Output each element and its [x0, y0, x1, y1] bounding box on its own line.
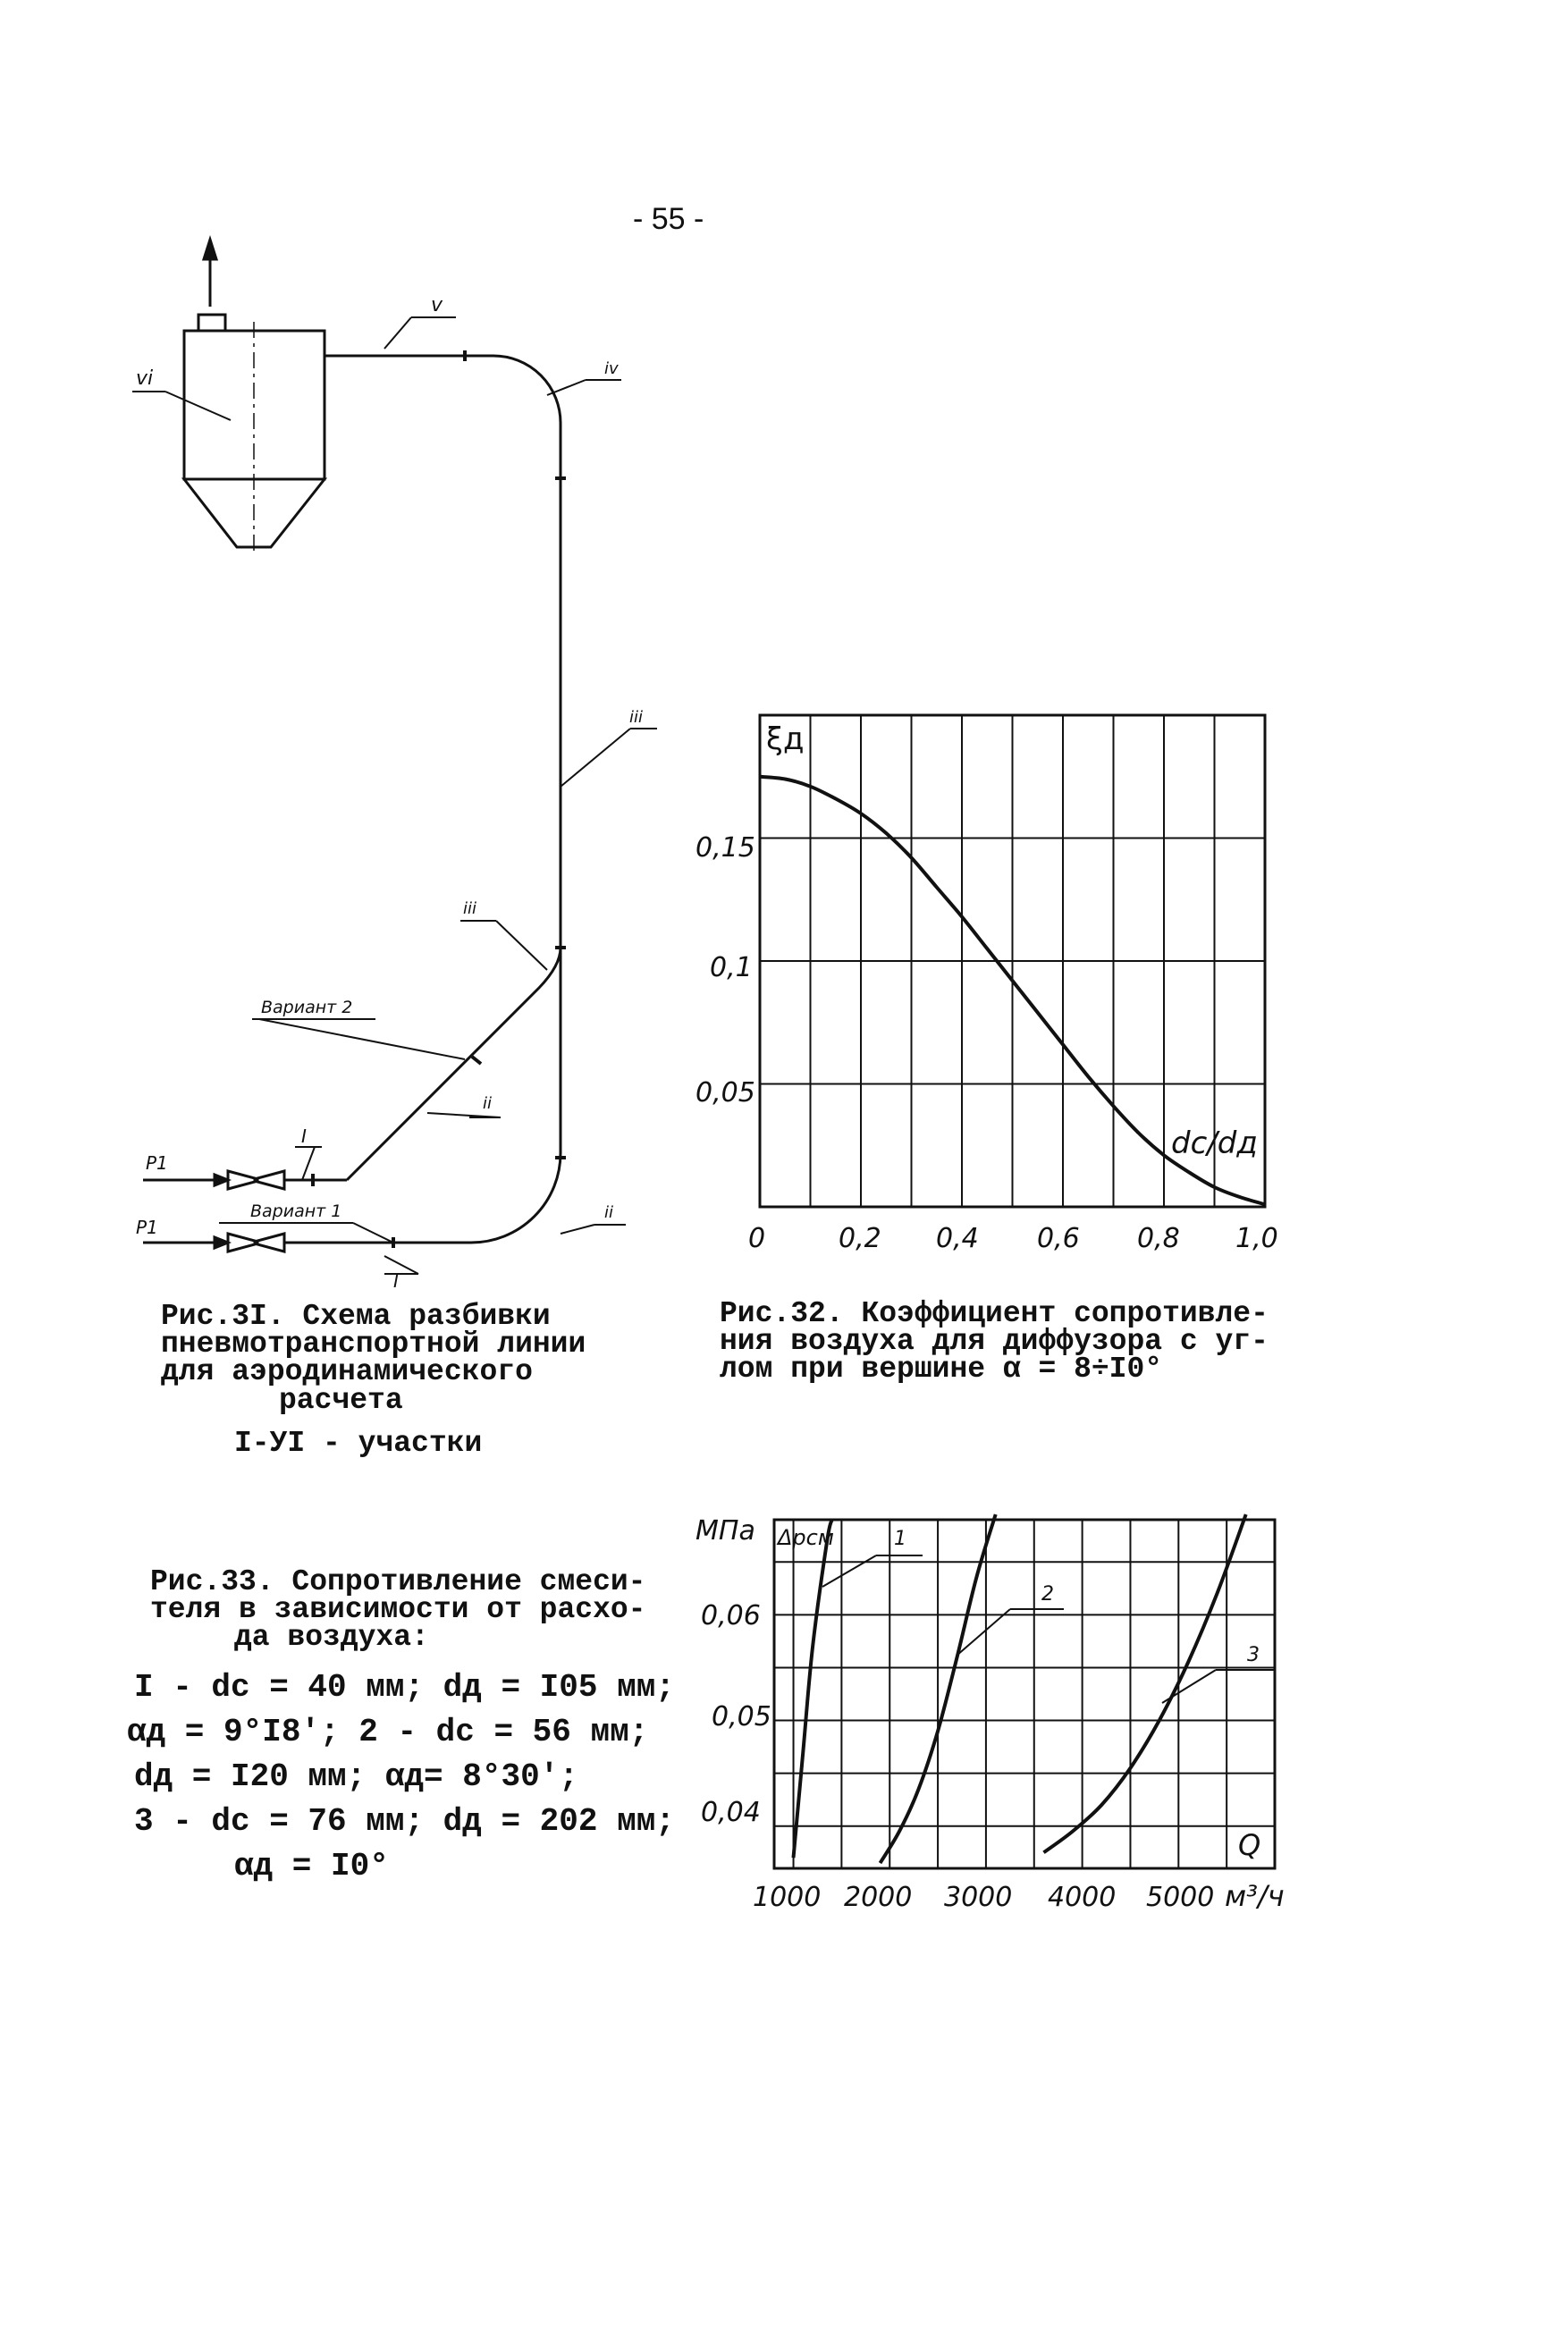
fig33-x-tick-4000: 4000 — [1048, 1882, 1117, 1913]
label-section-iv: iv — [604, 359, 619, 378]
label-section-v: v — [431, 294, 443, 316]
fig33-y-tick-004: 0,04 — [701, 1797, 761, 1828]
fig33-y-axis-label: Δpсм — [778, 1525, 834, 1550]
fig31-caption-line3: для аэродинамического — [161, 1355, 533, 1388]
fig33-params-line3: dд = I20 мм; αд= 8°30′; — [134, 1758, 578, 1795]
fig32-x-axis-label: dс/dд — [1171, 1125, 1258, 1161]
fig32-y-tick-005: 0,05 — [695, 1077, 755, 1108]
fig33-y-unit: МПа — [695, 1515, 755, 1547]
fig33-caption-line3: да воздуха: — [234, 1621, 429, 1654]
page-number: - 55 - — [633, 202, 704, 236]
label-section-ii-diag: ii — [483, 1094, 493, 1113]
fig33-x-tick-2000: 2000 — [844, 1882, 913, 1913]
label-section-ii-bottom: ii — [604, 1203, 614, 1222]
label-section-iii-lower: iii — [463, 899, 477, 918]
label-section-vi: vi — [136, 367, 154, 390]
fig33-curve-label-3: 3 — [1247, 1644, 1260, 1666]
fig33-params-line2: αд = 9°I8′; 2 - dс = 56 мм; — [127, 1714, 649, 1750]
label-variant1: Вариант 1 — [250, 1201, 342, 1221]
fig33-params-line5: αд = I0° — [234, 1848, 389, 1884]
fig31-caption-line2: пневмотранспортной линии — [161, 1328, 586, 1361]
fig33-caption-line2: теля в зависимости от расхо- — [150, 1593, 646, 1626]
fig33-leader-3 — [1162, 1670, 1216, 1703]
fig33-params-line1: I - dс = 40 мм; dд = I05 мм; — [134, 1669, 675, 1706]
fig33-curve-3 — [1044, 1514, 1246, 1852]
fig32-x-tick-0: 0 — [748, 1223, 766, 1254]
fig32-x-tick-08: 0,8 — [1137, 1223, 1180, 1254]
fig32-caption-line2: ния воздуха для диффузора с уг- — [720, 1325, 1269, 1358]
fig32-x-tick-02: 0,2 — [839, 1223, 881, 1254]
fig33-curve-label-1: 1 — [894, 1528, 906, 1550]
fig33-y-tick-006: 0,06 — [701, 1600, 761, 1631]
fig32-caption-line3: лом при вершине α = 8÷I0° — [720, 1353, 1163, 1386]
fig32-y-tick-015: 0,15 — [695, 832, 755, 864]
fig33-x-tick-1000: 1000 — [753, 1882, 822, 1913]
fig32-x-tick-06: 0,6 — [1037, 1223, 1080, 1254]
fig33-x-axis-label: Q — [1238, 1828, 1261, 1862]
fig33-params-line4: 3 - dс = 76 мм; dд = 202 мм; — [134, 1803, 675, 1840]
fig33-caption-line1: Рис.33. Сопротивление смеси- — [150, 1565, 646, 1598]
fig33-curve-label-2: 2 — [1041, 1583, 1054, 1606]
fig33-x-tick-3000: 3000 — [944, 1882, 1013, 1913]
fig33-leader-1 — [822, 1555, 876, 1587]
fig32-caption-line1: Рис.32. Коэффициент сопротивле- — [720, 1297, 1269, 1330]
fig33-curve-1 — [794, 1520, 832, 1858]
label-p1-upper: P1 — [146, 1152, 168, 1174]
fig32-x-tick-04: 0,4 — [936, 1223, 979, 1254]
fig31-note: I-УI - участки — [234, 1427, 483, 1460]
fig32-x-tick-10: 1,0 — [1235, 1223, 1278, 1254]
fig33-y-tick-005: 0,05 — [712, 1701, 771, 1732]
fig33-x-unit: м³/ч — [1225, 1879, 1285, 1913]
label-section-iii-upper: iii — [629, 708, 644, 727]
fig32-y-axis-label: ξд — [766, 721, 805, 757]
fig31-caption-line1: Рис.3I. Схема разбивки — [161, 1300, 551, 1333]
label-p1-lower: P1 — [136, 1217, 158, 1238]
fig31-caption-line4: расчета — [279, 1384, 403, 1417]
label-variant2: Вариант 2 — [261, 998, 353, 1017]
label-section-i-upper: I — [301, 1125, 307, 1147]
fig33-x-tick-5000: 5000 — [1146, 1882, 1215, 1913]
fig32-y-tick-01: 0,1 — [710, 952, 753, 983]
label-section-i-lower: I — [393, 1270, 399, 1292]
